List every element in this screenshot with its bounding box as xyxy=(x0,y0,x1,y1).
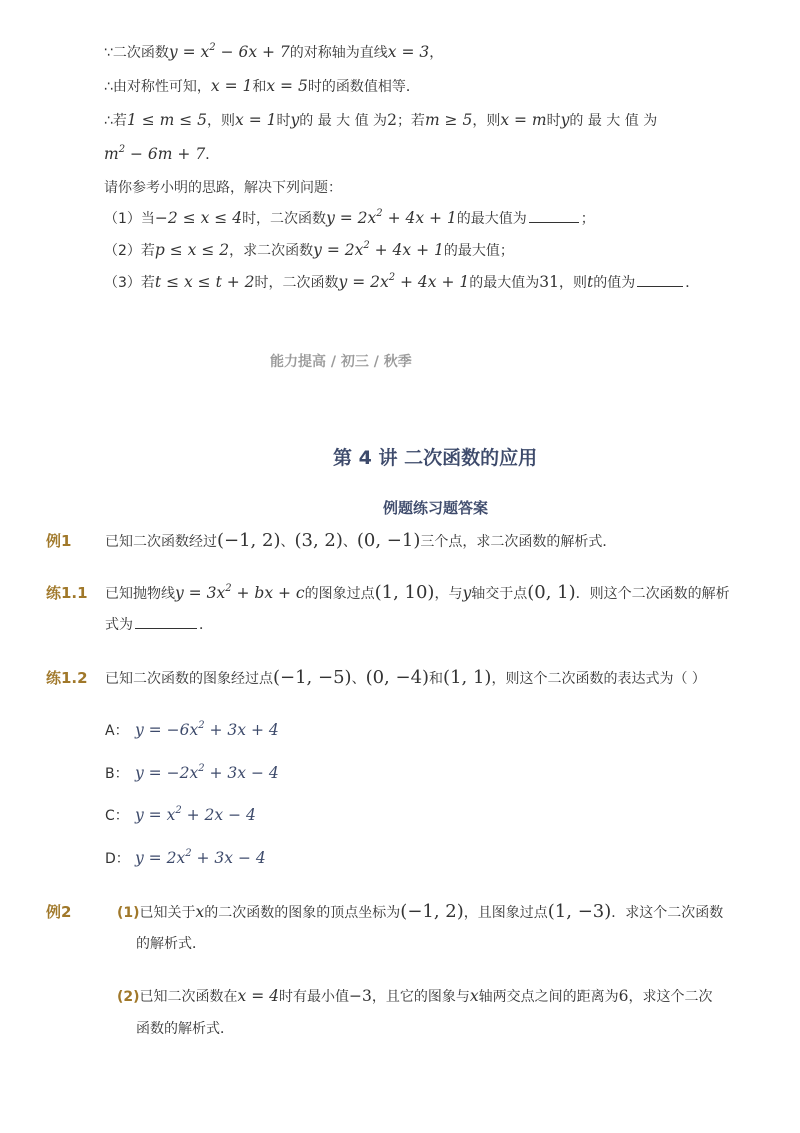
section-subtitle: 例题练习题答案 xyxy=(383,499,489,517)
example-2-part-1-line2: 的解析式． xyxy=(136,936,206,952)
derivation-line-4: $m^2 - 6m + 7$ ． xyxy=(104,144,220,163)
answer-blank xyxy=(637,285,683,287)
practice-label: 练1.1 xyxy=(46,584,88,602)
answer-blank xyxy=(529,221,579,223)
practice-1-1-line2: 式为 ． xyxy=(105,617,213,633)
answer-blank xyxy=(135,627,197,629)
question-2: （2）若 p ≤ x ≤ 2 ，求二次函数 $y = 2x^2 + 4x + 1$ 的最大值； xyxy=(104,240,514,259)
practice-label: 练1.2 xyxy=(46,669,88,687)
option-b[interactable]: B： $y = -2x^2 + 3x - 4$ xyxy=(105,763,279,782)
example-1-text: 已知二次函数经过 (−1, 2) 、 (3, 2) 、 (0, −1) 三个点，求二次函数的解析式． xyxy=(105,530,617,551)
derivation-line-2: ∴由对称性可知， x = 1 和 x = 5 时的函数值相等． xyxy=(104,77,420,95)
example-2-part-2: (2) 已知二次函数在 x = 4 时有最小值 −3 ，且它的图象与 x 轴两交点之间的距离为 6 ，求这个二次 xyxy=(117,987,713,1005)
example-label: 例1 xyxy=(46,532,72,550)
option-c[interactable]: C： $y = x^2 + 2x - 4$ xyxy=(105,805,256,824)
question-3: （3）若 t ≤ x ≤ t + 2 时，二次函数 $y = 2x^2 + 4x + 1$ 的最大值为 31 ，则 t 的值为 ． xyxy=(104,272,700,291)
example-label: 例2 xyxy=(46,903,72,921)
example-2-part-2-line2: 函数的解析式． xyxy=(136,1021,234,1037)
function-expression: $y = x^2 - 6x + 7$ xyxy=(168,42,290,61)
derivation-line-1: ∵二次函数 $y = x^2 - 6x + 7$ 的对称轴为直线 x = 3 ， xyxy=(104,42,444,61)
instruction-line: 请你参考小明的思路，解决下列问题： xyxy=(104,180,342,196)
example-2-part-1: (1) 已知关于 x 的二次函数的图象的顶点坐标为 (−1, 2) ，且图象过点 (1, −3) ．求这个二次函数 xyxy=(117,901,724,922)
page-footer: 能力提高 / 初三 / 秋季 xyxy=(270,354,412,370)
option-d[interactable]: D： $y = 2x^2 + 3x - 4$ xyxy=(105,848,266,867)
option-a[interactable]: A： $y = -6x^2 + 3x + 4$ xyxy=(105,720,279,739)
practice-1-1-text: 已知抛物线 $y = 3x^2$ + bx + c 的图象过点 (1, 10) ，与 y 轴交于点 (0, 1) ．则这个二次函数的解析 xyxy=(105,582,730,603)
practice-1-2-text: 已知二次函数的图象经过点 (−1, −5) 、 (0, −4) 和 (1, 1) ，则这个二次函数的表达式为（ ） xyxy=(105,667,706,688)
lecture-title: 第 4 讲 二次函数的应用 xyxy=(333,447,538,469)
derivation-line-3: ∴若 1 ≤ m ≤ 5 ，则 x = 1 时 y 的 最 大 值 为 2 ；若 m ≥ 5 ，则 x = m 时 y 的 最 大 值 为 xyxy=(104,111,658,129)
question-1: （1）当 −2 ≤ x ≤ 4 时，二次函数 $y = 2x^2 + 4x + 1$ 的最大值为 ； xyxy=(104,208,595,227)
